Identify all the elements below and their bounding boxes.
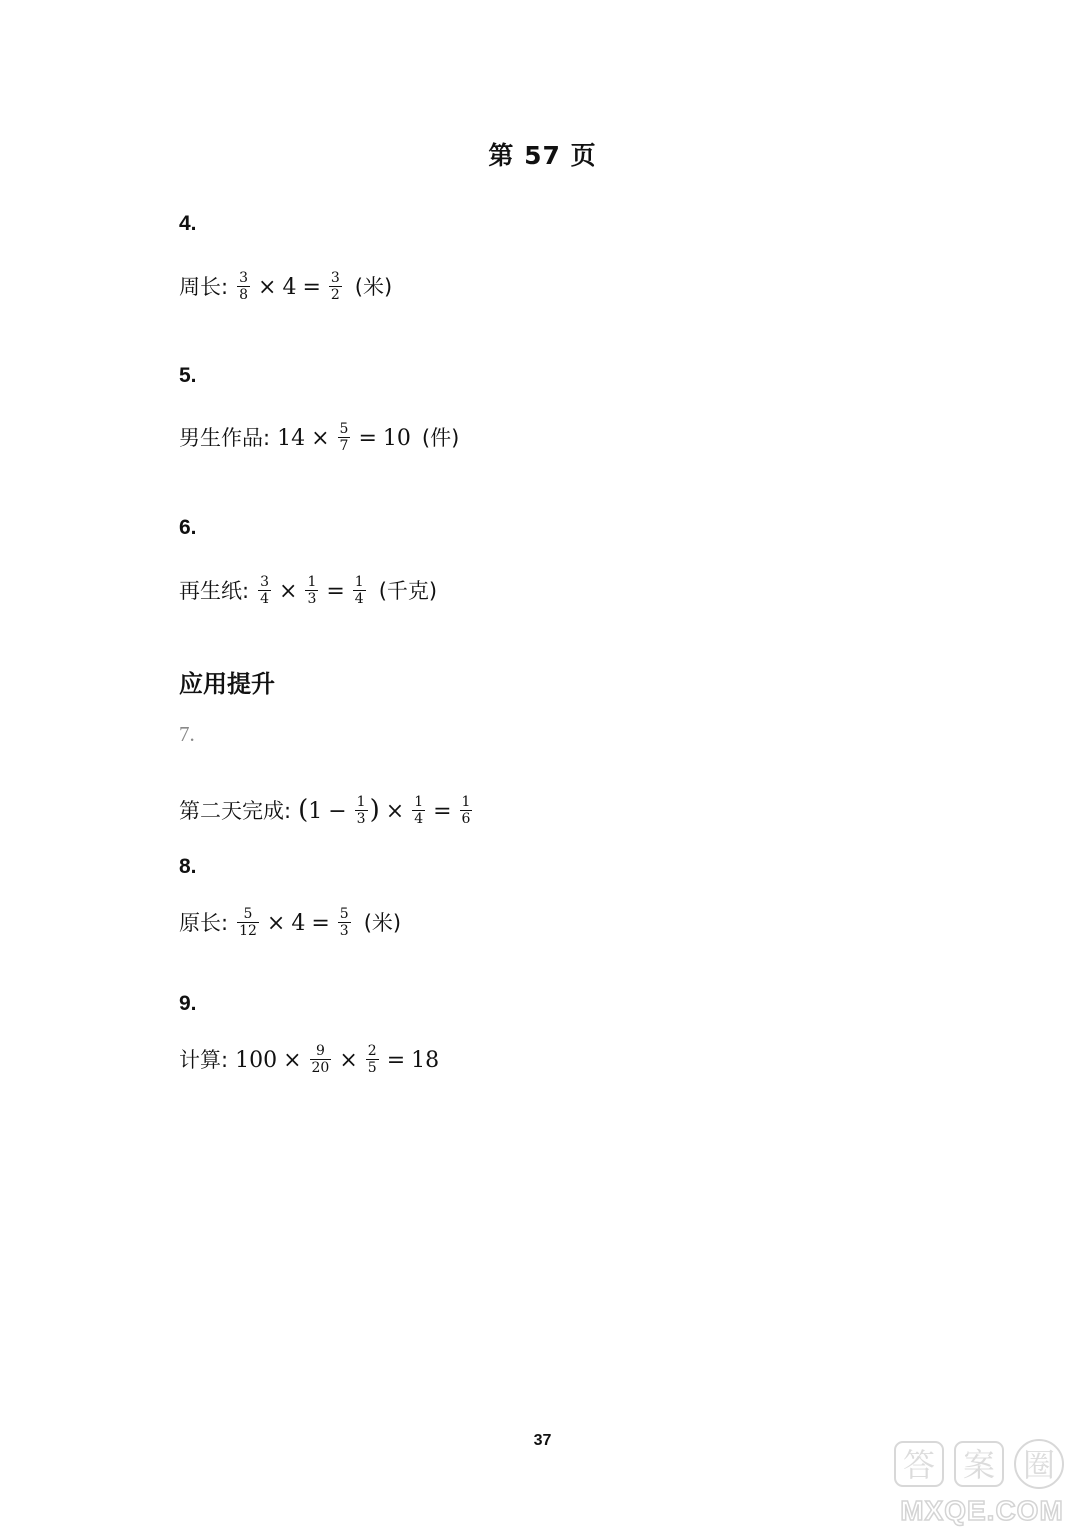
fraction <box>366 1044 379 1075</box>
answer-label: 男生作品: <box>179 426 271 450</box>
answer-unit: (件) <box>421 426 460 450</box>
number: 100 <box>235 1048 278 1073</box>
number: 10 <box>382 426 411 451</box>
operator: × <box>311 426 330 451</box>
fraction <box>353 575 366 606</box>
answer-label: 周长: <box>179 275 229 299</box>
operator: = <box>358 426 377 451</box>
watermark-char-3: 圈 <box>1022 1446 1056 1484</box>
fraction-numerator: 3 <box>330 269 340 286</box>
answer-label: 再生纸: <box>179 579 250 603</box>
operator: × <box>385 799 405 824</box>
fraction-denominator: 8 <box>239 286 248 303</box>
answer-expression <box>235 905 353 939</box>
number: 4 <box>291 911 306 936</box>
fraction <box>460 795 473 826</box>
answer-9 <box>179 1042 443 1077</box>
fraction-denominator: 4 <box>414 810 424 827</box>
fraction-denominator: 5 <box>367 1059 377 1076</box>
answer-7 <box>179 795 478 828</box>
watermark-char-1: 答 <box>902 1446 936 1484</box>
answer-label: 第二天完成: <box>179 799 292 823</box>
operator: × <box>266 911 286 936</box>
answer-expression <box>256 573 368 607</box>
question-number-6: 6. <box>179 516 197 539</box>
fraction-denominator: 2 <box>330 286 340 303</box>
operator: = <box>386 1048 406 1073</box>
answer-5 <box>179 420 460 455</box>
fraction <box>258 575 271 606</box>
answer-8 <box>179 905 402 940</box>
fraction-denominator: 6 <box>461 810 471 827</box>
fraction-numerator: 5 <box>339 905 349 922</box>
operator: − <box>328 799 347 824</box>
fraction-denominator: 7 <box>339 437 349 454</box>
question-number-5: 5. <box>179 364 197 387</box>
answer-unit: (米) <box>363 911 402 935</box>
answer-label: 原长: <box>179 911 229 935</box>
page-title: 第 57 页 <box>488 141 597 170</box>
fraction-denominator: 12 <box>239 922 257 939</box>
fraction-numerator: 1 <box>354 573 364 590</box>
answer-unit: (千克) <box>378 579 438 603</box>
operator: = <box>311 911 330 936</box>
number: 1 <box>308 799 323 824</box>
operator: = <box>433 799 452 824</box>
fraction <box>305 575 318 606</box>
page-number: 37 <box>533 1432 552 1449</box>
watermark-char-2: 案 <box>962 1446 996 1484</box>
fraction-numerator: 1 <box>461 793 471 810</box>
number: 4 <box>282 275 297 300</box>
number: 18 <box>411 1048 440 1073</box>
answer-6 <box>179 573 438 608</box>
answer-4 <box>179 269 393 304</box>
operator: × <box>279 579 298 604</box>
fraction <box>237 907 259 938</box>
fraction-denominator: 4 <box>354 590 364 607</box>
answer-expression <box>235 1042 440 1076</box>
fraction <box>355 795 368 826</box>
fraction <box>237 271 250 302</box>
section-heading: 应用提升 <box>179 670 275 698</box>
question-number-7: 7. <box>179 722 195 746</box>
answer-expression <box>298 793 474 827</box>
fraction-numerator: 1 <box>307 573 317 590</box>
fraction-numerator: 9 <box>310 1044 332 1060</box>
fraction-denominator: 3 <box>307 590 317 607</box>
answer-label: 计算: <box>179 1048 229 1072</box>
number: 14 <box>277 426 306 451</box>
fraction-denominator: 3 <box>339 922 349 939</box>
fraction <box>338 422 351 453</box>
fraction-numerator: 5 <box>237 907 259 923</box>
question-number-9: 9. <box>179 992 197 1015</box>
fraction <box>310 1044 332 1075</box>
fraction-numerator: 3 <box>260 573 269 590</box>
fraction-denominator: 20 <box>311 1059 330 1076</box>
operator: × <box>258 275 277 300</box>
fraction-numerator: 3 <box>239 269 248 286</box>
fraction-numerator: 1 <box>414 793 424 810</box>
fraction-numerator: 1 <box>356 793 366 810</box>
answer-expression <box>235 269 344 303</box>
fraction-numerator: 2 <box>367 1042 377 1059</box>
fraction-denominator: 4 <box>260 590 269 607</box>
fraction <box>338 907 351 938</box>
answer-unit: (米) <box>354 275 393 299</box>
watermark-logo <box>887 1436 1077 1528</box>
operator: = <box>302 275 321 300</box>
fraction <box>329 271 342 302</box>
fraction <box>412 795 425 826</box>
operator: = <box>326 579 345 604</box>
answer-expression <box>277 420 411 454</box>
question-number-8: 8. <box>179 855 197 878</box>
fraction-denominator: 3 <box>356 810 366 827</box>
parenthesis: ) <box>369 795 380 825</box>
operator: × <box>283 1048 302 1073</box>
watermark-url: MXQE.COM <box>900 1495 1064 1526</box>
parenthesis: ( <box>298 795 309 825</box>
operator: × <box>339 1048 358 1073</box>
fraction-numerator: 5 <box>339 420 349 437</box>
question-number-4: 4. <box>179 212 197 235</box>
